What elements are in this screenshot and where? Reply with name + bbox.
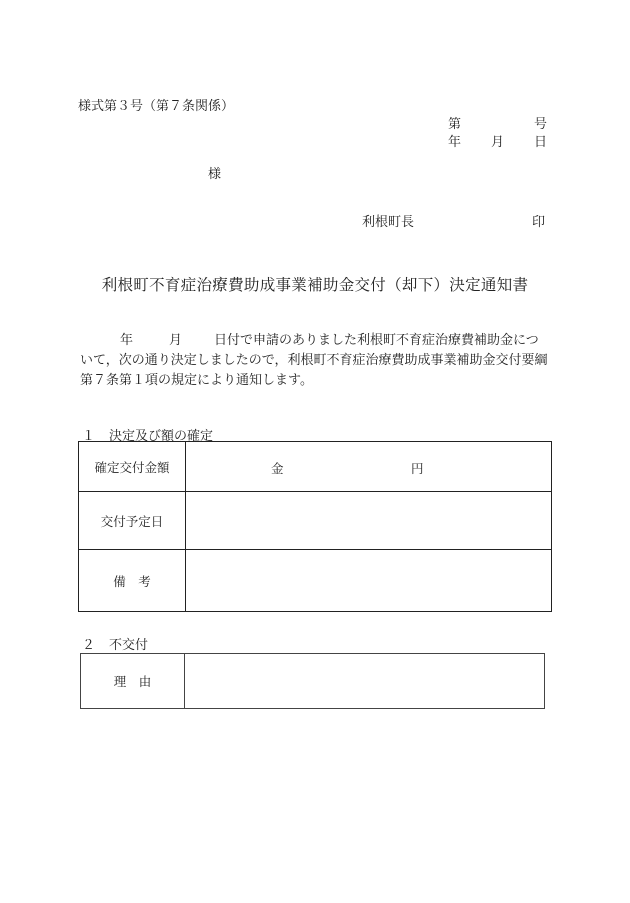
body-year: 年: [120, 333, 134, 348]
date-month: 月: [491, 135, 505, 150]
table-row: [79, 492, 552, 550]
reason-cell[interactable]: [185, 654, 545, 709]
addressee-honorific: 様: [208, 167, 222, 182]
document-title: 利根町不育症治療費助成事業補助金交付（却下）決定通知書: [101, 276, 529, 294]
refusal-table: [80, 653, 545, 709]
doc-no-suffix: 号: [534, 117, 548, 132]
payment-date-cell[interactable]: [186, 492, 552, 550]
section1-number: １: [82, 429, 96, 444]
section1-title: 決定及び額の確定: [109, 429, 214, 444]
reason-label: 理 由: [81, 654, 185, 709]
date-day: 日: [534, 135, 548, 150]
issuer-name: 利根町長: [362, 215, 415, 230]
notice-body: [80, 331, 550, 391]
section2-number: ２: [82, 638, 96, 653]
doc-no-prefix: 第: [448, 117, 462, 132]
body-text: 日付で申請のありました利根町不育症治療費補助金について，次の通り決定しましたので，利根町不育症治療費助成事業補助金交付要綱第７条第１項の規定により通知します。: [80, 333, 548, 388]
section2-heading: [82, 634, 148, 653]
seal-mark: 印: [532, 215, 546, 230]
table-row: [79, 442, 552, 492]
table-row: [81, 654, 545, 709]
remarks-label: 備 考: [79, 550, 186, 612]
section2-title: 不交付: [109, 638, 149, 653]
remarks-cell[interactable]: [186, 550, 552, 612]
body-month: 月: [169, 333, 183, 348]
amount-unit: 円: [411, 460, 424, 476]
date-year: 年: [448, 135, 462, 150]
payment-date-label: 交付予定日: [79, 492, 186, 550]
amount-label: 確定交付金額: [79, 442, 186, 492]
decision-table: [78, 441, 552, 612]
table-row: [79, 550, 552, 612]
amount-prefix: 金: [271, 460, 284, 476]
form-number: 様式第３号（第７条関係）: [78, 99, 235, 114]
amount-cell[interactable]: [186, 442, 552, 492]
